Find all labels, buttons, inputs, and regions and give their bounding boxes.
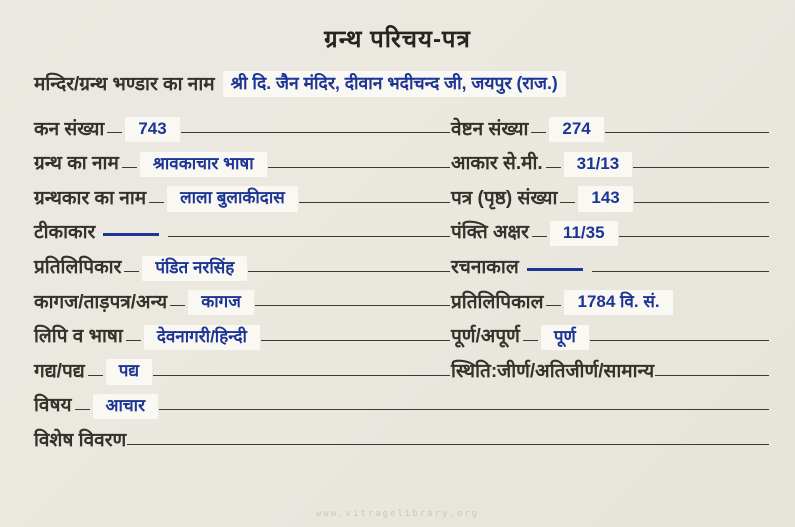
field-label: स्थिति:जीर्ण/अतिजीर्ण/सामान्य — [451, 360, 655, 382]
rule-line — [546, 305, 561, 306]
field-row-subject — [34, 386, 770, 421]
field-value: पूर्ण — [541, 325, 589, 350]
field-row-condition — [451, 351, 770, 386]
field-row-special-details — [34, 420, 770, 455]
field-label: विषय — [34, 395, 72, 417]
rule-line — [523, 340, 538, 341]
field-label: टीकाकार — [34, 222, 96, 244]
rule-line — [592, 271, 769, 272]
field-value: पंडित नरसिंह — [142, 256, 247, 281]
field-row-composition-date — [451, 247, 770, 282]
rule-line — [268, 167, 450, 168]
field-label: ग्रन्थकार का नाम — [34, 187, 147, 209]
field-label: रचनाकाल — [451, 256, 519, 278]
rule-line — [124, 271, 139, 272]
rule-line — [605, 132, 769, 133]
field-row-author-name — [34, 178, 451, 213]
field-row-complete-incomplete — [451, 316, 770, 351]
field-label: कन संख्या — [34, 118, 105, 140]
rule-line — [168, 236, 450, 237]
field-value: 743 — [125, 117, 179, 142]
watermark: www.vitragelibrary.org — [315, 509, 480, 519]
field-value: श्रावकाचार भाषा — [140, 152, 267, 177]
field-row-size-cm — [451, 143, 770, 178]
field-row-serial-number — [34, 109, 451, 144]
rule-line — [590, 340, 769, 341]
rule-line — [75, 409, 90, 410]
field-label: ग्रन्थ का नाम — [34, 153, 119, 175]
rule-line — [619, 236, 769, 237]
rule-line — [532, 236, 547, 237]
rule-line — [127, 444, 769, 445]
temple-name-label: मन्दिर/ग्रन्थ भण्डार का नाम — [34, 74, 215, 95]
field-row-granth-name — [34, 143, 451, 178]
field-value: आचार — [93, 394, 159, 419]
rule-line — [122, 167, 137, 168]
temple-name-row — [34, 71, 770, 97]
page-title: ग्रन्थ परिचय-पत्र — [324, 26, 471, 53]
rule-line — [546, 167, 561, 168]
field-value: देवनागरी/हिन्दी — [144, 325, 260, 350]
rule-line — [560, 202, 575, 203]
field-value: 11/35 — [550, 221, 618, 246]
field-value: 274 — [549, 117, 603, 142]
field-row-prose-verse — [34, 351, 451, 386]
field-row-lines-letters — [451, 213, 770, 248]
rule-line — [299, 202, 450, 203]
field-row-material — [34, 282, 451, 317]
field-label: पूर्ण/अपूर्ण — [451, 326, 520, 348]
field-row-bundle-number — [451, 109, 770, 144]
field-row-copy-date — [451, 282, 770, 317]
rule-line — [126, 340, 141, 341]
rule-line — [170, 305, 185, 306]
rule-line — [633, 167, 769, 168]
fields-grid — [34, 109, 770, 455]
field-value: लाला बुलाकीदास — [167, 186, 298, 211]
field-label: आकार से.मी. — [451, 153, 543, 175]
field-row-page-count — [451, 178, 770, 213]
temple-name-value: श्री दि. जैन मंदिर, दीवान भदीचन्द जी, जयपुर (राज.) — [223, 71, 566, 97]
field-label: प्रतिलिपिकार — [34, 256, 122, 278]
rule-line — [88, 375, 103, 376]
field-label: गद्य/पद्य — [34, 360, 85, 382]
field-value: 143 — [578, 186, 632, 211]
field-label: कागज/ताड़पत्र/अन्य — [34, 291, 168, 313]
rule-line — [107, 132, 122, 133]
field-label: वेष्टन संख्या — [451, 118, 529, 140]
rule-line — [153, 375, 450, 376]
rule-line — [655, 375, 769, 376]
rule-line — [149, 202, 164, 203]
field-value: 1784 वि. सं. — [564, 290, 672, 315]
blank-dash — [527, 268, 583, 271]
field-value: कागज — [188, 290, 254, 315]
field-label: प्रतिलिपिकाल — [451, 291, 544, 313]
rule-line — [248, 271, 450, 272]
rule-line — [531, 132, 546, 133]
field-row-copyist — [34, 247, 451, 282]
rule-line — [634, 202, 769, 203]
rule-line — [159, 409, 769, 410]
rule-line — [181, 132, 450, 133]
field-label: लिपि व भाषा — [34, 326, 123, 348]
blank-dash — [103, 233, 159, 236]
field-label: पंक्ति अक्षर — [451, 222, 529, 244]
field-label: पत्र (पृष्ठ) संख्या — [451, 187, 558, 209]
rule-line — [261, 340, 450, 341]
field-row-script-language — [34, 316, 451, 351]
field-label: विशेष विवरण — [34, 429, 127, 451]
field-row-commentator — [34, 213, 451, 248]
rule-line — [255, 305, 450, 306]
field-value: 31/13 — [564, 152, 633, 177]
field-value: पद्य — [106, 359, 152, 384]
